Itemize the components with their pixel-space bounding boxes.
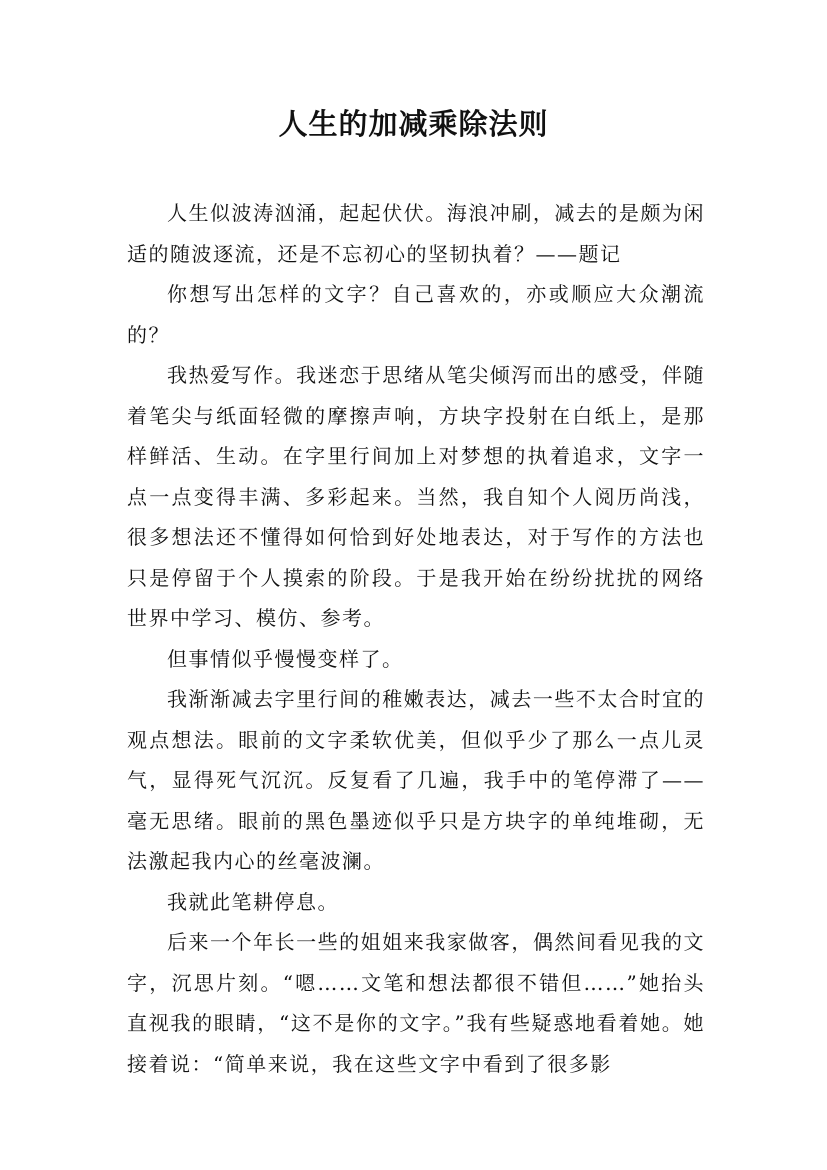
paragraph: 我渐渐减去字里行间的稚嫩表达，减去一些不太合时宜的观点想法。眼前的文字柔软优美，但似乎少了那么一点儿灵气，显得死气沉沉。反复看了几遍，我手中的笔停滞了——毫无思绪。眼前的黑色墨迹似乎只是方块字的单纯堆砌，无法激起我内心的丝毫波澜。 — [127, 687, 705, 873]
paragraph: 但事情似乎慢慢变样了。 — [167, 646, 404, 671]
paragraph: 我就此笔耕停息。 — [167, 889, 339, 914]
paragraph: 后来一个年长一些的姐姐来我家做客，偶然间看见我的文字，沉思片刻。“嗯……文笔和想法都很不错但……”她抬头直视我的眼睛，“这不是你的文字。”我有些疑惑地看着她。她接着说：“简单来说，我在这些文字中看到了很多影 — [127, 930, 705, 1076]
paragraph: 我热爱写作。我迷恋于思绪从笔尖倾泻而出的感受，伴随着笔尖与纸面轻微的摩擦声响，方块字投射在白纸上，是那样鲜活、生动。在字里行间加上对梦想的执着追求，文字一点一点变得丰满、多彩起来。当然，我自知个人阅历尚浅，很多想法还不懂得如何恰到好处地表达，对于写作的方法也只是停留于个人摸索的阶段。于是我开始在纷纷扰扰的网络世界中学习、模仿、参考。 — [127, 363, 705, 630]
paragraph-epigraph: 人生似波涛汹涌，起起伏伏。海浪冲刷，减去的是颇为闲适的随波逐流，还是不忘初心的坚韧执着？——题记 — [127, 201, 705, 266]
document-title: 人生的加减乘除法则 — [278, 107, 549, 141]
paragraph: 你想写出怎样的文字？自己喜欢的，亦或顺应大众潮流的？ — [127, 282, 705, 347]
document-body — [127, 193, 705, 1084]
